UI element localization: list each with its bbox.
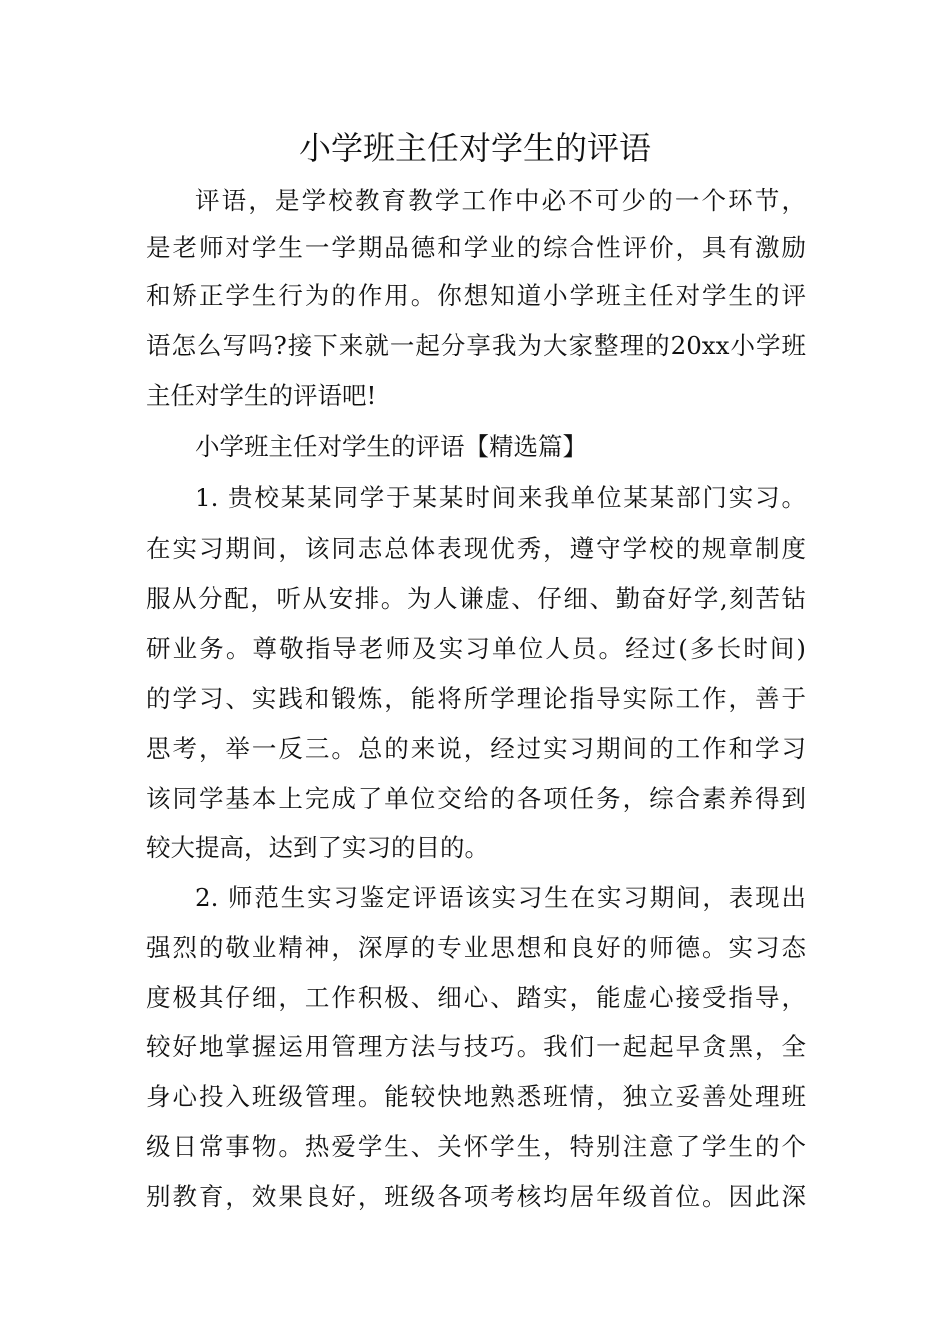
intro-line-2: 是老师对学生一学期品德和学业的综合性评价，具有激励 bbox=[146, 233, 806, 262]
intro-line-3: 和矫正学生行为的作用。你想知道小学班主任对学生的评 bbox=[146, 281, 806, 310]
intro-line-1: 评语，是学校教育教学工作中必不可少的一个环节， bbox=[195, 186, 806, 215]
item1-line-1: 1. 贵校某某同学于某某时间来我单位某某部门实习。 bbox=[195, 483, 806, 512]
item1-line-6: 思考，举一反三。总的来说，经过实习期间的工作和学习 bbox=[146, 734, 806, 763]
item2-line-1: 2. 师范生实习鉴定评语该实习生在实习期间，表现出 bbox=[195, 883, 806, 912]
item2-line-4: 较好地掌握运用管理方法与技巧。我们一起起早贪黑，全 bbox=[146, 1032, 806, 1061]
item2-line-7: 别教育，效果良好，班级各项考核均居年级首位。因此深 bbox=[146, 1182, 806, 1211]
document-title: 小学班主任对学生的评语 bbox=[298, 129, 651, 167]
item2-line-3: 度极其仔细，工作积极、细心、踏实，能虚心接受指导， bbox=[146, 983, 806, 1012]
intro-line-4: 语怎么写吗?接下来就一起分享我为大家整理的20xx小学班 bbox=[146, 331, 806, 360]
intro-line-5: 主任对学生的评语吧! bbox=[146, 381, 377, 410]
item2-line-6: 级日常事物。热爱学生、关怀学生，特别注意了学生的个 bbox=[146, 1132, 806, 1161]
item1-line-2: 在实习期间，该同志总体表现优秀，遵守学校的规章制度 bbox=[146, 534, 806, 563]
item1-line-4: 研业务。尊敬指导老师及实习单位人员。经过(多长时间) bbox=[146, 634, 806, 663]
item2-line-2: 强烈的敬业精神，深厚的专业思想和良好的师德。实习态 bbox=[146, 933, 806, 962]
item1-line-8: 较大提高，达到了实习的目的。 bbox=[146, 833, 489, 862]
section-heading: 小学班主任对学生的评语【精选篇】 bbox=[195, 432, 587, 461]
item1-line-5: 的学习、实践和锻炼，能将所学理论指导实际工作，善于 bbox=[146, 684, 806, 713]
item1-line-7: 该同学基本上完成了单位交给的各项任务，综合素养得到 bbox=[146, 784, 806, 813]
item1-line-3: 服从分配，听从安排。为人谦虚、仔细、勤奋好学,刻苦钻 bbox=[146, 584, 806, 613]
item2-line-5: 身心投入班级管理。能较快地熟悉班情，独立妥善处理班 bbox=[146, 1082, 806, 1111]
